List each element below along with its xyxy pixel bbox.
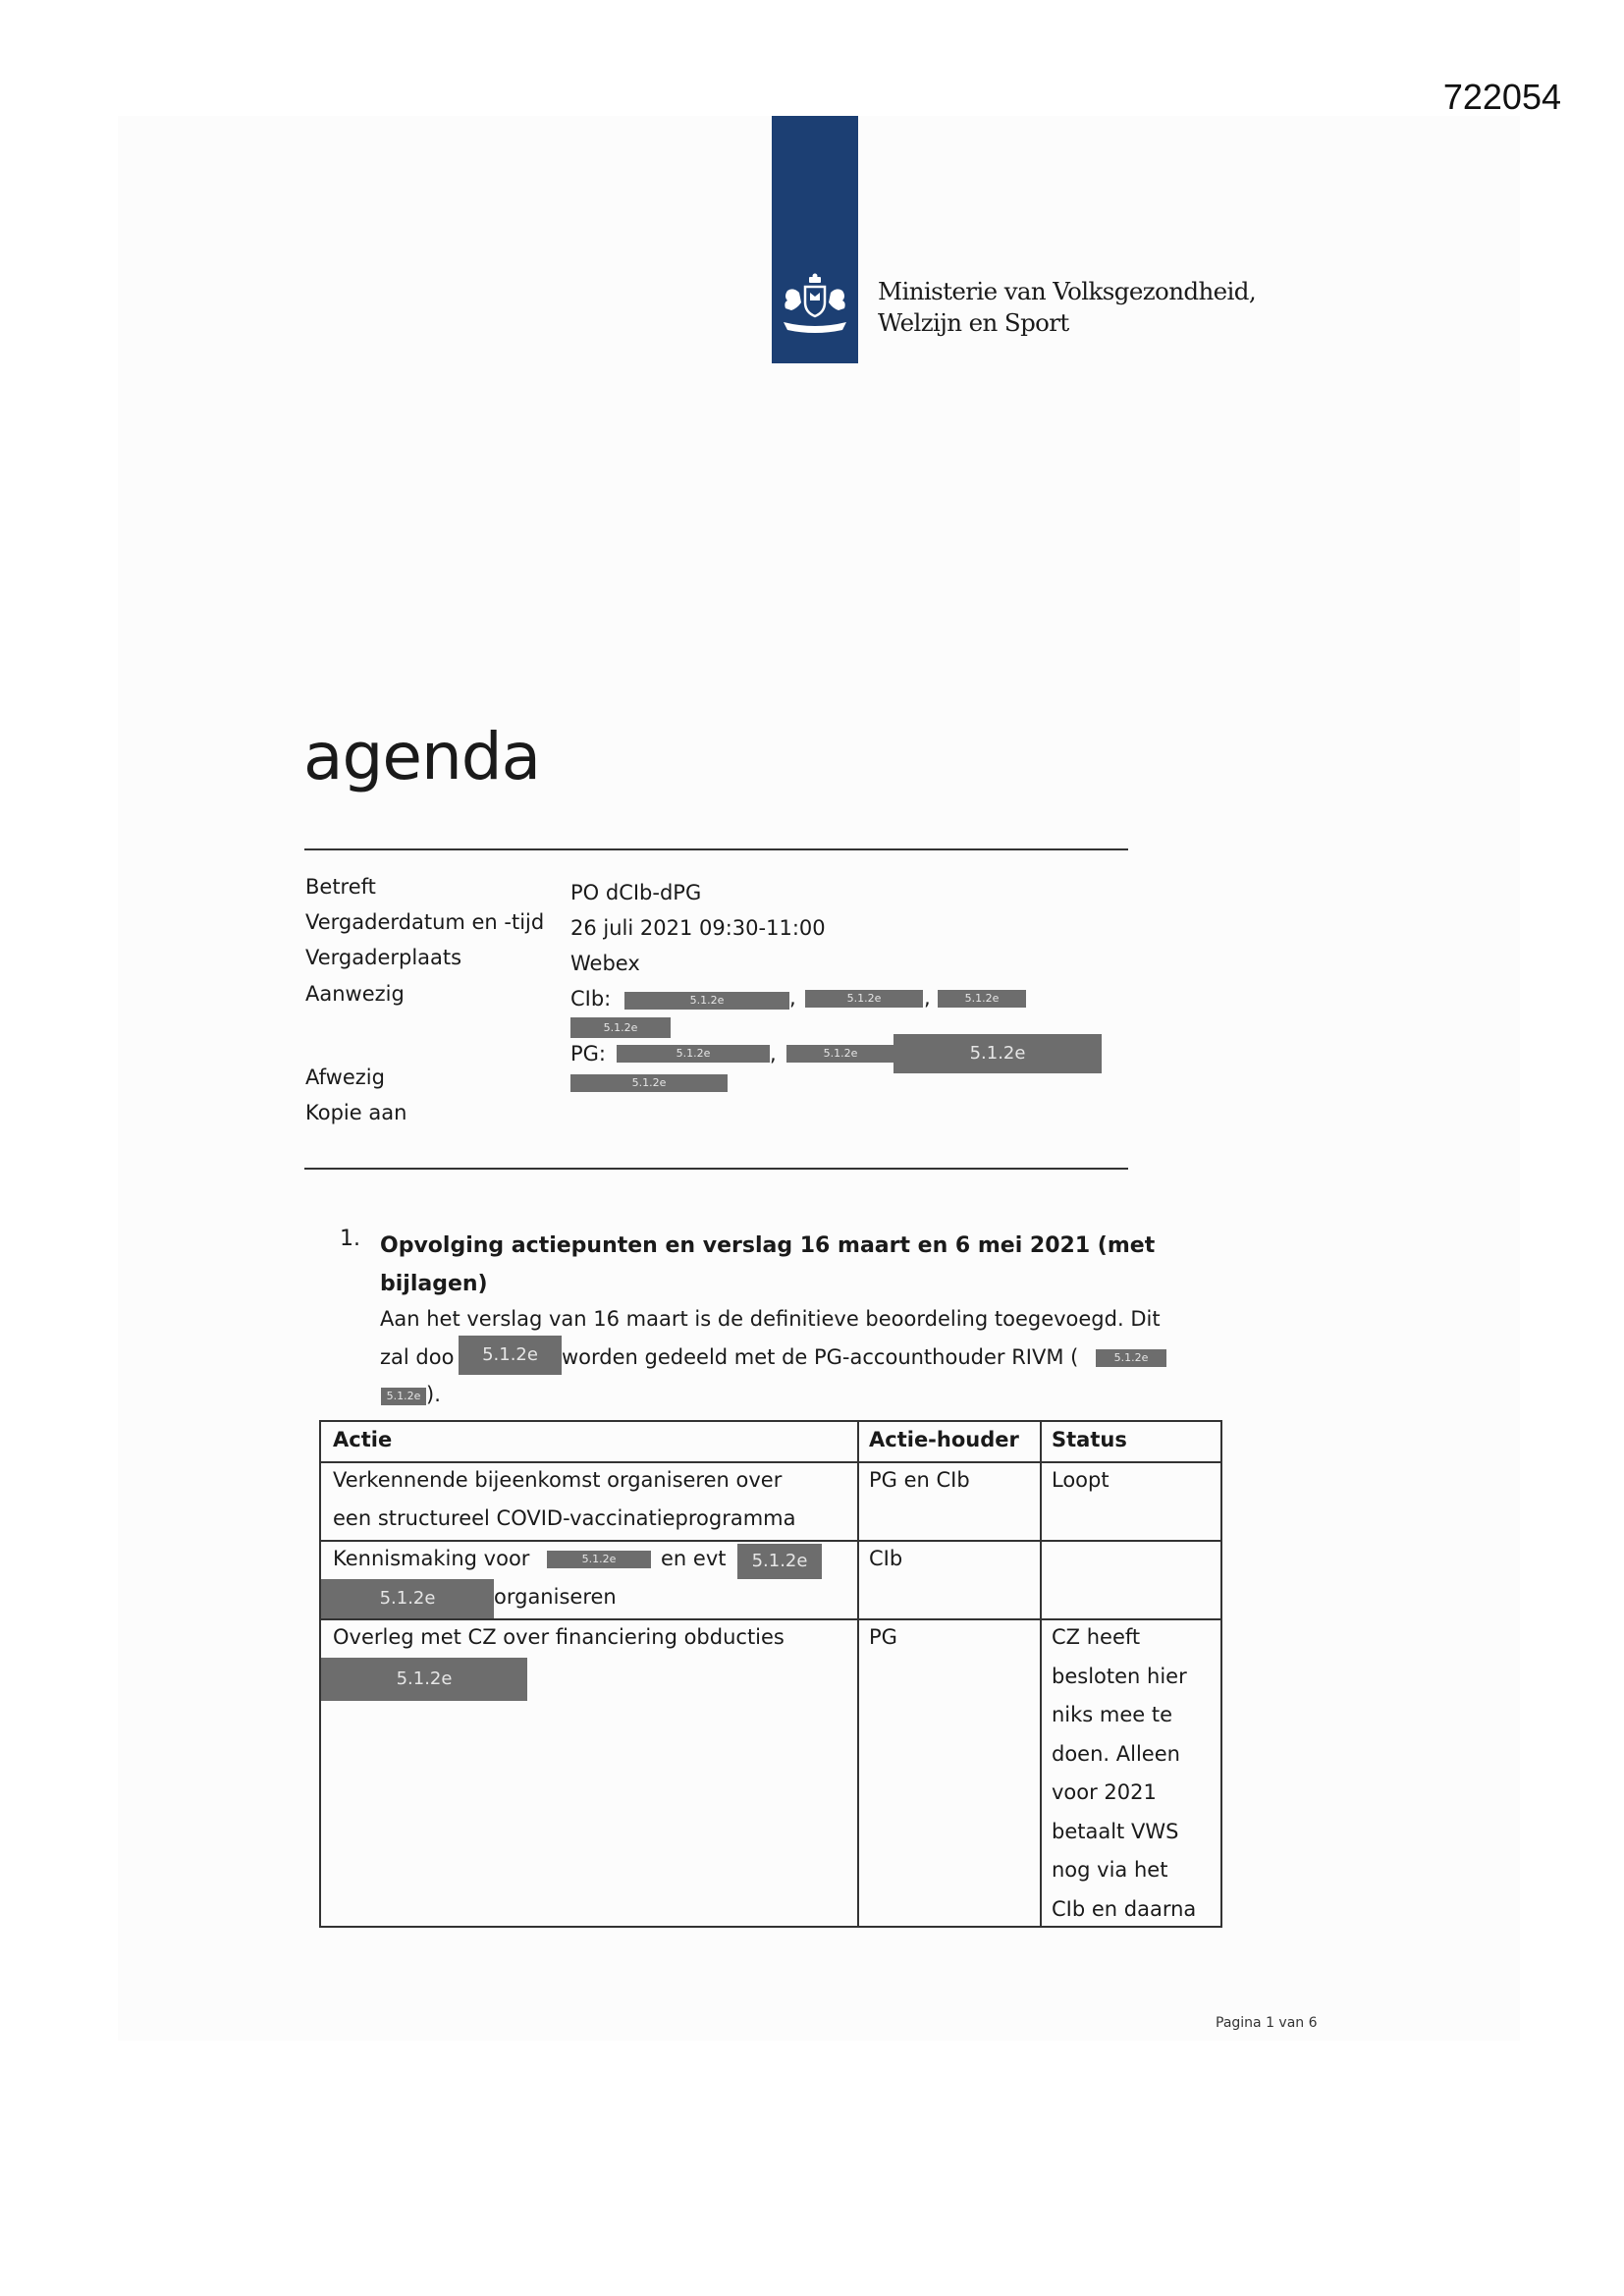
table-cell-actie: een structureel COVID-vaccinatieprogramma bbox=[333, 1506, 796, 1530]
item-number: 1. bbox=[340, 1227, 360, 1251]
top-divider bbox=[304, 848, 1128, 850]
kopie-aan-label: Kopie aan bbox=[305, 1101, 407, 1124]
ministry-logo bbox=[772, 116, 858, 363]
table-cell-houder: PG bbox=[869, 1625, 897, 1649]
table-cell-status: Loopt bbox=[1052, 1468, 1110, 1492]
pg-prefix: PG: bbox=[570, 1042, 607, 1066]
redaction-block: 5.1.2e bbox=[459, 1336, 562, 1375]
item-text-line-1: Aan het verslag van 16 maart is de definitieve beoordeling toegevoegd. Dit bbox=[380, 1307, 1161, 1331]
ministry-name-line-1: Ministerie van Volksgezondheid, bbox=[878, 277, 1257, 305]
item-text-line-2-end: worden gedeeld met de PG-accounthouder RIVM ( bbox=[562, 1345, 1079, 1369]
table-cell-houder: PG en CIb bbox=[869, 1468, 970, 1492]
redaction-block: 5.1.2e bbox=[321, 1658, 527, 1701]
table-cell-actie: organiseren bbox=[494, 1585, 617, 1609]
table-cell-status: CIb en daarna bbox=[1052, 1896, 1197, 1921]
redaction-block: 5.1.2e bbox=[381, 1388, 426, 1405]
column-header-actie: Actie bbox=[333, 1428, 393, 1451]
table-cell-status: doen. Alleen bbox=[1052, 1741, 1180, 1766]
redaction-block: 5.1.2e bbox=[805, 990, 923, 1008]
redaction-block: 5.1.2e bbox=[938, 990, 1026, 1008]
redaction-block: 5.1.2e bbox=[617, 1045, 770, 1063]
column-header-status: Status bbox=[1052, 1428, 1127, 1451]
redaction-block: 5.1.2e bbox=[1096, 1349, 1166, 1367]
table-cell-status: CZ heeft bbox=[1052, 1625, 1141, 1649]
redaction-block: 5.1.2e bbox=[737, 1544, 822, 1579]
table-cell-status: betaalt VWS bbox=[1052, 1819, 1179, 1843]
table-cell-status: niks mee te bbox=[1052, 1703, 1173, 1726]
table-cell-status: nog via het bbox=[1052, 1858, 1168, 1882]
comma-separator: , bbox=[924, 986, 931, 1010]
vergaderplaats-label: Vergaderplaats bbox=[305, 946, 462, 969]
redaction-block: 5.1.2e bbox=[786, 1045, 894, 1063]
royal-coat-of-arms-icon bbox=[776, 273, 854, 342]
table-cell-actie: Verkennende bijeenkomst organiseren over bbox=[333, 1468, 783, 1492]
redaction-block: 5.1.2e bbox=[570, 1017, 671, 1038]
column-header-actie-houder: Actie-houder bbox=[869, 1428, 1019, 1451]
vergaderdatum-value: 26 juli 2021 09:30-11:00 bbox=[570, 916, 826, 940]
cib-prefix: CIb: bbox=[570, 987, 612, 1011]
action-table bbox=[319, 1420, 1222, 1928]
item-title: Opvolging actiepunten en verslag 16 maart en 6 mei 2021 (met bijlagen) bbox=[380, 1233, 1156, 1296]
redaction-block: 5.1.2e bbox=[893, 1034, 1102, 1073]
vergaderplaats-value: Webex bbox=[570, 952, 640, 975]
table-cell-houder: CIb bbox=[869, 1547, 903, 1570]
document-number: 722054 bbox=[1442, 77, 1561, 117]
table-cell-status: voor 2021 bbox=[1052, 1780, 1157, 1804]
item-text-line-3-end: ). bbox=[426, 1383, 441, 1406]
betreft-value: PO dCIb-dPG bbox=[570, 881, 702, 904]
aanwezig-label: Aanwezig bbox=[305, 982, 405, 1006]
redaction-block: 5.1.2e bbox=[570, 1074, 728, 1092]
table-cell-actie: en evt bbox=[661, 1547, 727, 1570]
redaction-block: 5.1.2e bbox=[321, 1579, 494, 1618]
table-column-divider bbox=[857, 1422, 859, 1926]
redaction-block: 5.1.2e bbox=[547, 1551, 651, 1568]
redaction-block: 5.1.2e bbox=[624, 992, 789, 1010]
vergaderdatum-label: Vergaderdatum en -tijd bbox=[305, 910, 545, 934]
ministry-name bbox=[878, 276, 1256, 339]
betreft-label: Betreft bbox=[305, 875, 376, 899]
ministry-name-line-2: Welzijn en Sport bbox=[878, 308, 1069, 337]
table-cell-actie: Kennismaking voor bbox=[333, 1547, 530, 1570]
item-text-line-2-start: zal doo bbox=[380, 1345, 455, 1369]
afwezig-label: Afwezig bbox=[305, 1066, 385, 1089]
table-column-divider bbox=[1040, 1422, 1042, 1926]
page-footer: Pagina 1 van 6 bbox=[1216, 2015, 1318, 2031]
comma-separator: , bbox=[770, 1042, 777, 1066]
table-cell-status: besloten hier bbox=[1052, 1664, 1187, 1688]
document-title: agenda bbox=[303, 719, 541, 794]
table-cell-actie: Overleg met CZ over financiering obducties bbox=[333, 1625, 785, 1649]
comma-separator: , bbox=[789, 986, 796, 1010]
bottom-divider bbox=[304, 1168, 1128, 1170]
